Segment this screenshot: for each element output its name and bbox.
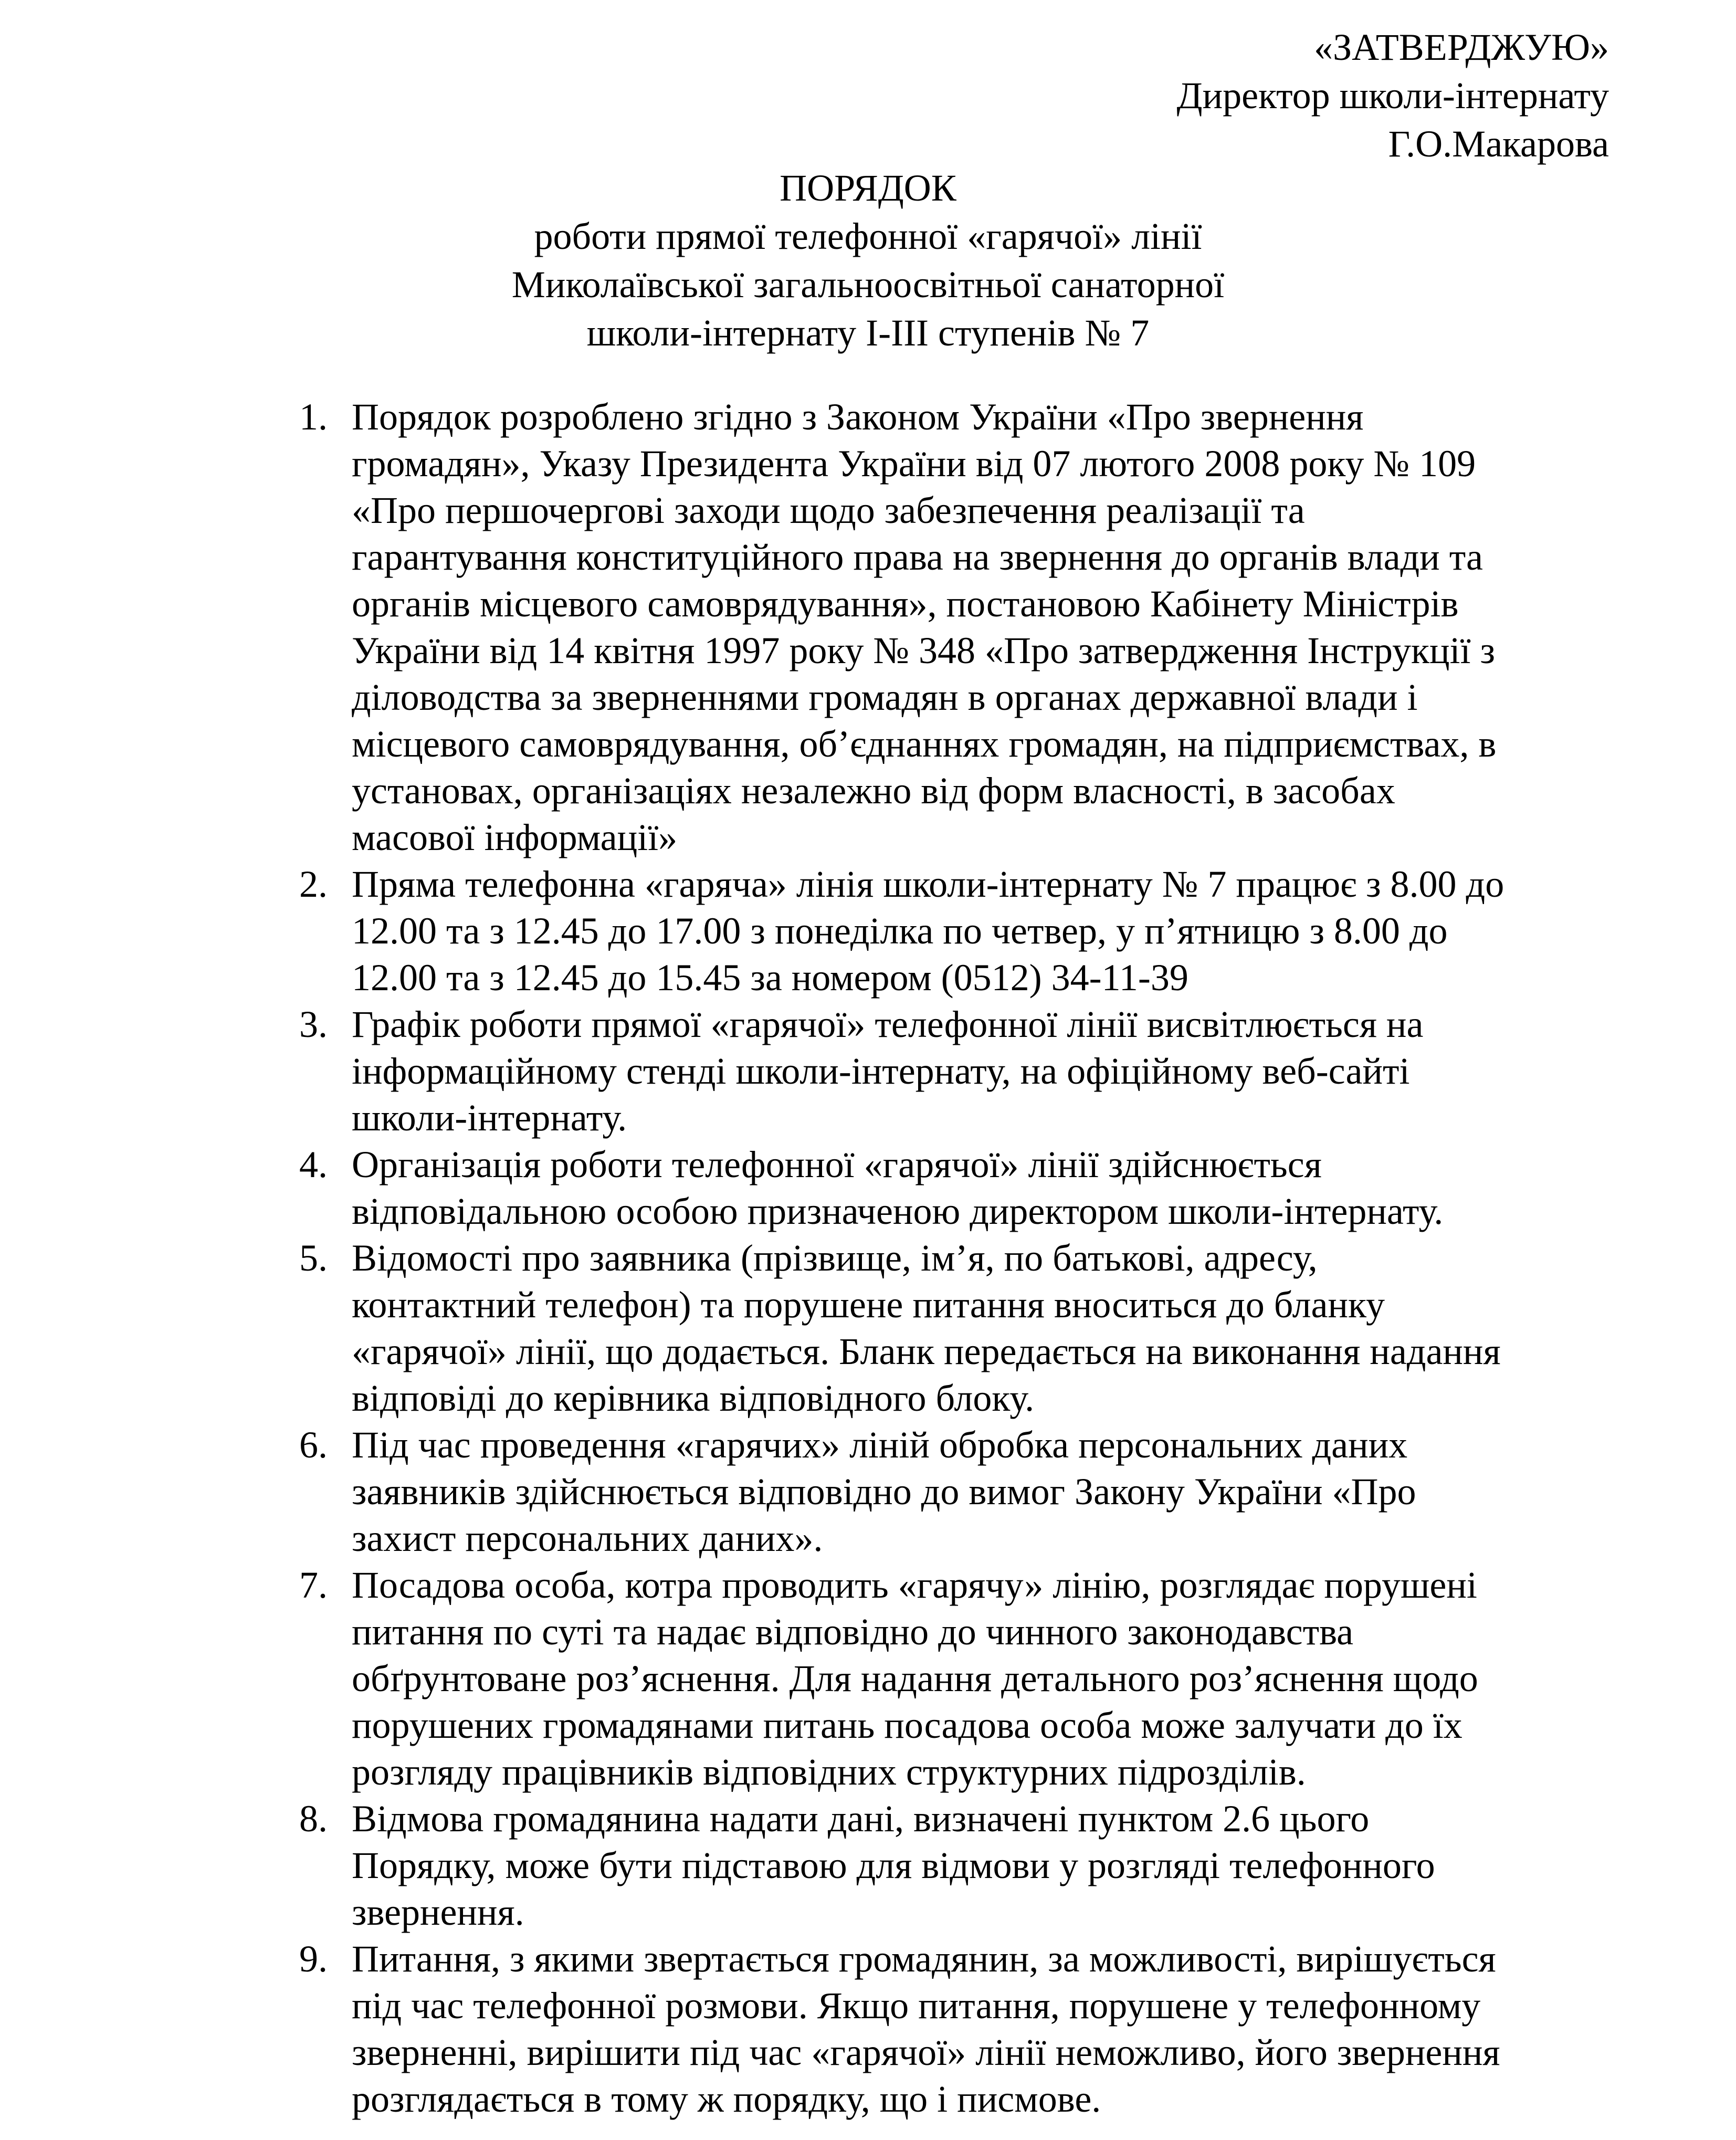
item-text-line: органів місцевого самоврядування», постановою Кабінету Міністрів	[352, 583, 1459, 625]
list-item	[299, 1796, 1617, 1936]
item-text-line: Відомості про заявника (прізвище, ім’я, по батькові, адресу,	[352, 1237, 1318, 1279]
item-text-line: діловодства за зверненнями громадян в органах державної влади і	[352, 676, 1418, 718]
item-text-line: питання по суті та надає відповідно до чинного законодавства	[352, 1611, 1354, 1653]
approval-stamp	[1177, 23, 1609, 168]
item-text-line: відповіді до керівника відповідного блоку.	[352, 1377, 1035, 1419]
item-text-line: установах, організаціях незалежно від форм власності, в засобах	[352, 770, 1395, 812]
procedure-list	[299, 394, 1617, 2123]
item-text-line: Порядок розроблено згідно з Законом України «Про звернення	[352, 396, 1364, 438]
list-item	[299, 1422, 1617, 1562]
item-text-line: 12.00 та з 12.45 до 17.00 з понеділка по четвер, у п’ятницю з 8.00 до	[352, 910, 1448, 952]
item-text-line: звернення.	[352, 1891, 524, 1933]
item-number: 3.	[299, 1003, 328, 1045]
item-text-line: контактний телефон) та порушене питання вноситься до бланку	[352, 1284, 1385, 1326]
item-text-line: Відмова громадянина надати дані, визначені пунктом 2.6 цього	[352, 1798, 1370, 1840]
item-text-line: громадян», Указу Президента України від 07 лютого 2008 року № 109	[352, 443, 1476, 485]
item-text-line: відповідальною особою призначеною директором школи-інтернату.	[352, 1190, 1444, 1232]
item-number: 5.	[299, 1237, 328, 1279]
item-number: 6.	[299, 1424, 328, 1466]
item-text-line: Питання, з якими звертається громадянин, за можливості, вирішується	[352, 1938, 1496, 1980]
item-text-line: Графік роботи прямої «гарячої» телефонної лінії висвітлюється на	[352, 1003, 1424, 1045]
item-text-line: розгляду працівників відповідних структурних підрозділів.	[352, 1751, 1306, 1793]
item-text-line: обґрунтоване роз’яснення. Для надання детального роз’яснення щодо	[352, 1658, 1478, 1700]
document-title	[0, 164, 1736, 357]
item-text-line: «Про першочергові заходи щодо забезпечення реалізації та	[352, 489, 1305, 531]
item-text-line: розглядається в тому ж порядку, що і писмове.	[352, 2078, 1101, 2120]
item-text-line: захист персональних даних».	[352, 1517, 823, 1559]
item-text-line: Під час проведення «гарячих» ліній обробка персональних даних	[352, 1424, 1408, 1466]
item-text-line: місцевого самоврядування, об’єднаннях громадян, на підприємствах, в	[352, 723, 1497, 765]
approval-signatory: Г.О.Макарова	[1388, 123, 1609, 165]
list-item	[299, 1141, 1617, 1235]
item-text-line: школи-інтернату.	[352, 1097, 627, 1139]
list-item	[299, 861, 1617, 1001]
item-number: 7.	[299, 1564, 328, 1606]
item-text-line: зверненні, вирішити під час «гарячої» лінії неможливо, його звернення	[352, 2031, 1500, 2073]
item-text-line: 12.00 та з 12.45 до 15.45 за номером (0512) 34-11-39	[352, 957, 1188, 999]
item-text-line: масової інформації»	[352, 816, 678, 858]
item-text-line: Організація роботи телефонної «гарячої» лінії здійснюється	[352, 1144, 1322, 1186]
item-number: 4.	[299, 1144, 328, 1186]
title-line: школи-інтернату І-ІІІ ступенів № 7	[586, 312, 1150, 354]
list-item	[299, 1936, 1617, 2123]
list-item	[299, 394, 1617, 861]
item-text-line: порушених громадянами питань посадова особа може залучати до їх	[352, 1704, 1463, 1746]
item-number: 8.	[299, 1798, 328, 1840]
title-line: Миколаївської загальноосвітньої санаторної	[511, 264, 1225, 306]
item-text-line: під час телефонної розмови. Якщо питання, порушене у телефонному	[352, 1985, 1481, 2027]
item-text-line: «гарячої» лінії, що додається. Бланк передається на виконання надання	[352, 1330, 1501, 1372]
approval-heading: «ЗАТВЕРДЖУЮ»	[1314, 26, 1609, 68]
list-item	[299, 1001, 1617, 1141]
item-text-line: Посадова особа, котра проводить «гарячу» лінію, розглядає порушені	[352, 1564, 1477, 1606]
list-item	[299, 1562, 1617, 1796]
item-number: 9.	[299, 1938, 328, 1980]
item-text-line: гарантування конституційного права на звернення до органів влади та	[352, 536, 1484, 578]
item-text-line: Пряма телефонна «гаряча» лінія школи-інтернату № 7 працює з 8.00 до	[352, 863, 1504, 905]
item-text-line: Порядку, може бути підставою для відмови у розгляді телефонного	[352, 1844, 1435, 1886]
item-text-line: заявників здійснюється відповідно до вимог Закону України «Про	[352, 1471, 1416, 1513]
list-item	[299, 1235, 1617, 1422]
item-number: 2.	[299, 863, 328, 905]
item-text-line: України від 14 квітня 1997 року № 348 «Про затвердження Інструкції з	[352, 630, 1495, 672]
title-line: роботи прямої телефонної «гарячої» лінії	[534, 215, 1202, 257]
approval-position: Директор школи-інтернату	[1176, 75, 1609, 117]
title-line: ПОРЯДОК	[780, 167, 956, 209]
item-number: 1.	[299, 396, 328, 438]
item-text-line: інформаційному стенді школи-інтернату, на офіційному веб-сайті	[352, 1050, 1410, 1092]
